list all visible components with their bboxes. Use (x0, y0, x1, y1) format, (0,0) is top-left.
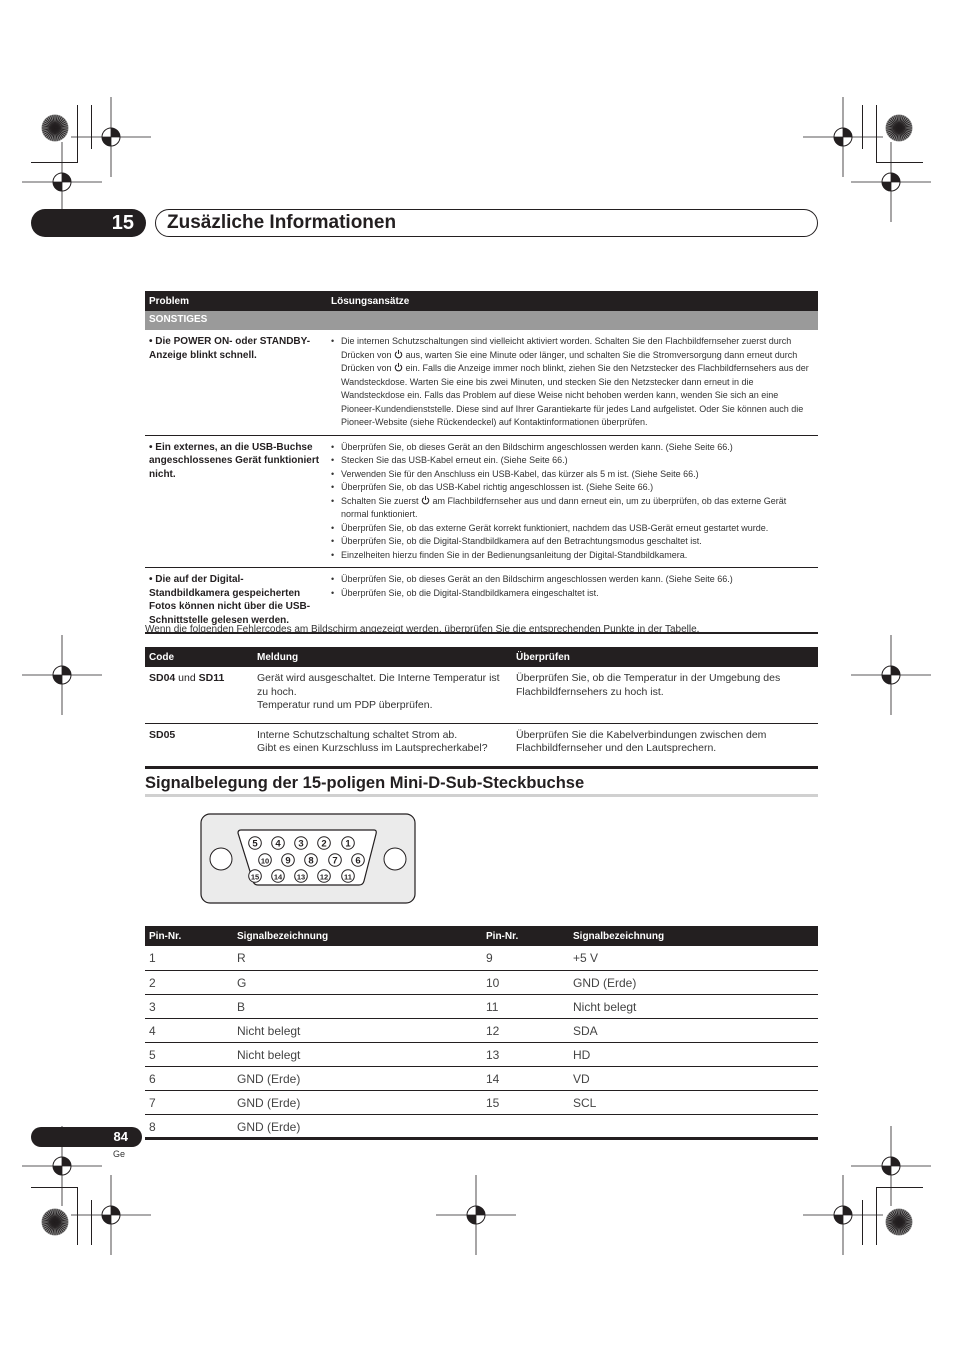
problem-cell: • Die auf der Digital-Standbildkamera gespeicherten Fotos können nicht über die USB-Schnittstelle gelesen werden. (145, 568, 327, 634)
signal-name-cell (569, 1114, 818, 1138)
connector-pin-label: 1 (345, 838, 351, 850)
connector-pin (342, 870, 355, 883)
connector-pin (272, 870, 285, 883)
crop-mark (77, 105, 78, 163)
pin-number-cell: 9 (482, 946, 569, 970)
signal-name-cell: GND (Erde) (233, 1114, 482, 1138)
column-header-pin: Pin-Nr. (145, 926, 233, 946)
table-header-row (145, 926, 818, 946)
crop-mark (77, 1187, 78, 1245)
solution-item: • Stecken Sie das USB-Kabel erneut ein. (Siehe Seite 66.) (331, 454, 814, 468)
table-header-row (145, 647, 818, 667)
power-icon (394, 349, 403, 359)
table-row (145, 994, 818, 1018)
connector-pin-label: 14 (273, 872, 283, 882)
crop-mark (91, 105, 92, 149)
connector-pin-label: 15 (250, 872, 260, 882)
solution-item: • Überprüfen Sie, ob dieses Gerät an den Bildschirm angeschlossen werden kann. (Siehe Seite 66.) (331, 441, 814, 455)
crosshair-icon (803, 1175, 883, 1255)
connector-pin (249, 837, 262, 850)
power-icon (421, 495, 430, 505)
signal-name-cell: GND (Erde) (233, 1090, 482, 1114)
section-heading: Signalbelegung der 15-poligen Mini-D-Sub-Steckbuchse (145, 773, 818, 797)
pin-number-cell: 15 (482, 1090, 569, 1114)
pin-number-cell: 7 (145, 1090, 233, 1114)
solution-cell (327, 435, 818, 568)
connector-pin-label: 2 (321, 838, 327, 850)
connector-pin (249, 870, 262, 883)
language-code: Ge (113, 1149, 126, 1159)
crop-mark (31, 1187, 78, 1188)
connector-pin (329, 854, 342, 867)
table-row (145, 1114, 818, 1138)
signal-name-cell: R (233, 946, 482, 970)
crop-mark (862, 105, 863, 149)
section-row (145, 311, 818, 330)
pin-number-cell (482, 1114, 569, 1138)
sunburst-icon (40, 113, 70, 143)
chapter-title: Zusäzliche Informationen (155, 209, 818, 237)
column-header-signal: Signalbezeichnung (233, 926, 482, 946)
signal-name-cell: Nicht belegt (569, 994, 818, 1018)
pin-number-cell: 12 (482, 1018, 569, 1042)
signal-name-cell: G (233, 970, 482, 994)
connector-pin (318, 837, 331, 850)
dsub-connector-diagram (200, 813, 417, 905)
message-cell: Gerät wird ausgeschaltet. Die Interne Temperatur ist zu hoch. Temperatur rund um PDP überprüfen. (253, 667, 512, 723)
code-cell: SD05 (145, 723, 253, 767)
connector-pin-label: 13 (296, 872, 306, 882)
connector-pin-label: 8 (308, 855, 314, 867)
connector-pin-label: 5 (252, 838, 258, 850)
connector-pin-label: 4 (275, 838, 281, 850)
troubleshooting-table (145, 291, 818, 634)
column-header-check: Überprüfen (512, 647, 818, 667)
solution-item: • Schalten Sie zuerst am Flachbildfernseher aus und dann erneut ein, um zu überprüfen, ob das externe Gerät normal funktioniert. (331, 495, 814, 522)
connector-pin (282, 854, 295, 867)
connector-pin (259, 854, 272, 867)
signal-name-cell: B (233, 994, 482, 1018)
table-row (145, 435, 818, 568)
table-row (145, 723, 818, 767)
sunburst-icon (884, 113, 914, 143)
pin-number-cell: 5 (145, 1042, 233, 1066)
crop-mark (876, 162, 923, 163)
signal-name-cell: Nicht belegt (233, 1018, 482, 1042)
crop-mark (876, 1187, 923, 1188)
connector-pin (272, 837, 285, 850)
crosshair-icon (22, 635, 102, 715)
table-row (145, 970, 818, 994)
solution-cell (327, 330, 818, 435)
signal-name-cell: VD (569, 1066, 818, 1090)
signal-name-cell: GND (Erde) (569, 970, 818, 994)
connector-pin-label: 10 (260, 856, 270, 866)
solution-item: • Überprüfen Sie, ob die Digital-Standbildkamera auf den Betrachtungsmodus geschaltet ist. (331, 535, 814, 549)
signal-name-cell: +5 V (569, 946, 818, 970)
column-header-problem: Problem (145, 291, 327, 311)
message-cell: Interne Schutzschaltung schaltet Strom ab. Gibt es einen Kurzschluss im Lautsprecherkabel? (253, 723, 512, 767)
connector-pin (295, 837, 308, 850)
solution-item: • Verwenden Sie für den Anschluss ein USB-Kabel, das kürzer als 5 m ist. (Siehe Seite 66.) (331, 468, 814, 482)
table-row (145, 330, 818, 435)
table-header-row (145, 291, 818, 311)
pin-number-cell: 11 (482, 994, 569, 1018)
pin-number-cell: 8 (145, 1114, 233, 1138)
crosshair-icon (851, 142, 931, 222)
table-row (145, 1018, 818, 1042)
pin-assignment-table (145, 926, 818, 1140)
solution-item: • Überprüfen Sie, ob das USB-Kabel richtig angeschlossen ist. (Siehe Seite 66.) (331, 481, 814, 495)
check-cell: Überprüfen Sie, ob die Temperatur in der Umgebung des Flachbildfernsehers zu hoch ist. (512, 667, 818, 723)
pin-number-cell: 1 (145, 946, 233, 970)
connector-pin-label: 7 (332, 855, 338, 867)
connector-pin-label: 11 (344, 872, 352, 882)
pin-number-cell: 6 (145, 1066, 233, 1090)
pin-number-cell: 2 (145, 970, 233, 994)
error-code-note: Wenn die folgenden Fehlercodes am Bildschirm angezeigt werden, überprüfen Sie die entsprechenden Punkte in der Tabelle. (145, 624, 700, 635)
connector-pin-label: 12 (319, 872, 329, 882)
column-header-signal: Signalbezeichnung (569, 926, 818, 946)
connector-pin-label: 3 (298, 838, 304, 850)
connector-pin (342, 837, 355, 850)
column-header-solutions: Lösungsansätze (327, 291, 818, 311)
signal-name-cell: HD (569, 1042, 818, 1066)
solution-item: • Überprüfen Sie, ob das externe Gerät korrekt funktioniert, nachdem das USB-Gerät erneut gestartet wurde. (331, 522, 814, 536)
crop-mark (31, 162, 78, 163)
solution-item: • Einzelheiten hierzu finden Sie in der Bedienungsanleitung der Digital-Standbildkamera. (331, 549, 814, 563)
connector-pin (295, 870, 308, 883)
crosshair-icon (71, 1175, 151, 1255)
table-row (145, 1090, 818, 1114)
pin-number-cell: 13 (482, 1042, 569, 1066)
table-row (145, 1066, 818, 1090)
crop-mark (862, 1200, 863, 1245)
connector-pin (305, 854, 318, 867)
crop-mark (91, 1200, 92, 1245)
sunburst-icon (884, 1207, 914, 1237)
connector-pin (318, 870, 331, 883)
signal-name-cell: SDA (569, 1018, 818, 1042)
column-header-code: Code (145, 647, 253, 667)
solution-item: • Überprüfen Sie, ob dieses Gerät an den Bildschirm angeschlossen werden kann. (Siehe Seite 66.) (331, 573, 814, 587)
power-icon (394, 362, 403, 372)
table-row (145, 946, 818, 970)
signal-name-cell: GND (Erde) (233, 1066, 482, 1090)
pin-number-cell: 3 (145, 994, 233, 1018)
crop-mark (876, 1187, 877, 1245)
code-cell: SD04 und SD11 (145, 667, 253, 723)
pin-number-cell: 4 (145, 1018, 233, 1042)
connector-pin-label: 9 (285, 855, 291, 867)
chapter-number: 15 (31, 209, 146, 237)
page-number: 84 (31, 1127, 142, 1147)
column-header-message: Meldung (253, 647, 512, 667)
table-row (145, 1042, 818, 1066)
error-code-table (145, 647, 818, 769)
connector-pin (352, 854, 365, 867)
check-cell: Überprüfen Sie die Kabelverbindungen zwischen dem Flachbildfernseher und den Lautsprechern. (512, 723, 818, 767)
solution-item: • Die internen Schutzschaltungen sind vielleicht aktiviert worden. Schalten Sie den Flachbildfernseher zuerst durch Drücken von aus, warten Sie eine Minute oder länger, und schalten Sie die Stromversorgung dann erneut durch Drücken von ein. Falls die Anzeige immer noch blinkt, ziehen Sie den Netzstecker des Flachbildfernsehers aus der Wandsteckdose. Warten Sie eine bis zwei Minuten, und stecken Sie den Netzstecker dann erneut in die Wandsteckdose ein. Falls das Problem auf diese Weise nicht behoben werden kann, wenden Sie sich an eine Pioneer-Kundendienststelle. Diese sind auf Ihrer Garantiekarte für jedes Land aufgelistet. Oder Sie können auch die Pioneer-Website (siehe Rückendeckel) auf Kontaktinformationen überprüfen. (331, 335, 814, 430)
signal-name-cell: SCL (569, 1090, 818, 1114)
crop-mark (876, 105, 877, 163)
problem-cell: • Ein externes, an die USB-Buchse angeschlossenes Gerät funktioniert nicht. (145, 435, 327, 568)
connector-pin-label: 6 (355, 855, 361, 867)
sunburst-icon (40, 1207, 70, 1237)
pin-number-cell: 14 (482, 1066, 569, 1090)
column-header-pin: Pin-Nr. (482, 926, 569, 946)
crosshair-icon (851, 635, 931, 715)
problem-cell: • Die POWER ON- oder STANDBY-Anzeige blinkt schnell. (145, 330, 327, 435)
table-row (145, 667, 818, 723)
section-label: SONSTIGES (145, 311, 818, 330)
pin-number-cell: 10 (482, 970, 569, 994)
solution-item: • Überprüfen Sie, ob die Digital-Standbildkamera eingeschaltet ist. (331, 587, 814, 601)
signal-name-cell: Nicht belegt (233, 1042, 482, 1066)
crosshair-icon (436, 1175, 516, 1255)
